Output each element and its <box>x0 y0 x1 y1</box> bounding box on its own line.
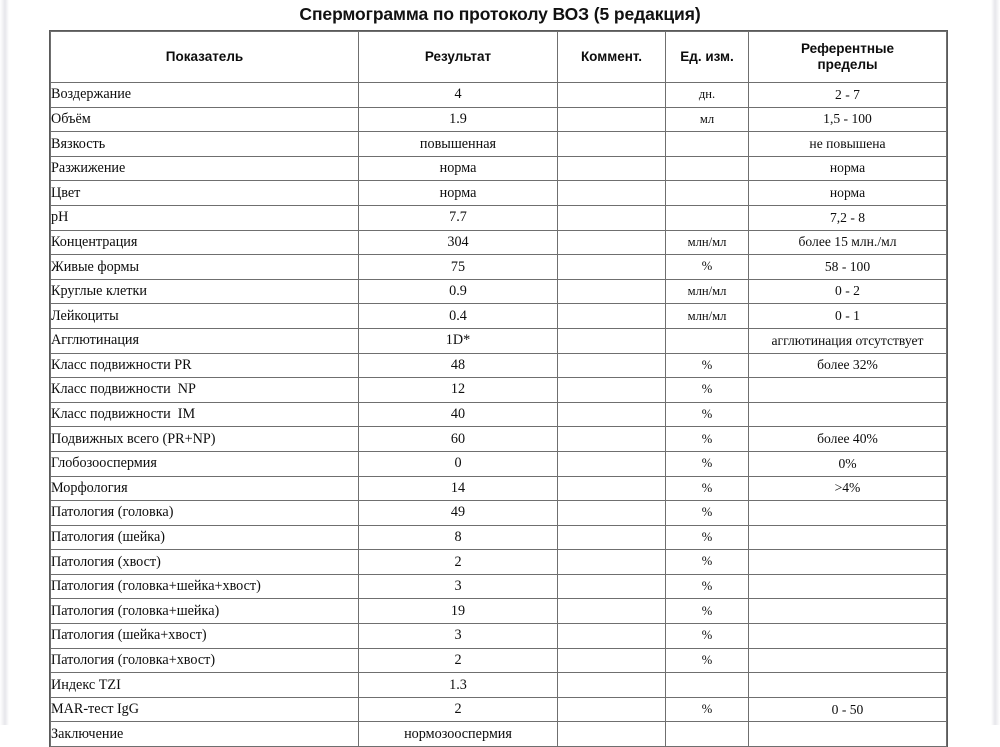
column-header-reference <box>749 32 947 83</box>
comment-cell <box>558 255 666 280</box>
comment-cell <box>558 624 666 649</box>
unit-cell: % <box>666 550 749 575</box>
parameter-name-cell: Разжижение <box>51 156 359 181</box>
comment-cell <box>558 279 666 304</box>
result-cell: 19 <box>359 599 558 624</box>
result-cell: 2 <box>359 648 558 673</box>
comment-cell <box>558 107 666 132</box>
unit-cell: % <box>666 427 749 452</box>
reference-range-cell <box>749 550 947 575</box>
table-row <box>51 501 947 526</box>
result-cell: 1.9 <box>359 107 558 132</box>
table-row <box>51 451 947 476</box>
unit-cell: мл <box>666 107 749 132</box>
column-header-reference-line1: Референтные <box>800 41 895 57</box>
comment-cell <box>558 476 666 501</box>
parameter-name-cell: Цвет <box>51 181 359 206</box>
comment-cell <box>558 304 666 329</box>
reference-range-cell <box>749 525 947 550</box>
comment-cell <box>558 722 666 747</box>
result-cell: 14 <box>359 476 558 501</box>
result-cell: нормозооспермия <box>359 722 558 747</box>
table-row <box>51 304 947 329</box>
result-cell: 49 <box>359 501 558 526</box>
result-cell: 304 <box>359 230 558 255</box>
column-header-comment: Коммент. <box>558 32 666 83</box>
unit-cell: % <box>666 574 749 599</box>
parameter-name-cell: Патология (хвост) <box>51 550 359 575</box>
reference-range-cell: не повышена <box>749 132 947 157</box>
parameter-name-cell: Класс подвижности IM <box>51 402 359 427</box>
table-row <box>51 353 947 378</box>
comment-cell <box>558 230 666 255</box>
parameter-name-cell: Концентрация <box>51 230 359 255</box>
reference-range-cell: агглютинация отсутствует <box>749 328 947 353</box>
comment-cell <box>558 205 666 230</box>
parameter-name-cell: Живые формы <box>51 255 359 280</box>
table-row <box>51 107 947 132</box>
parameter-name-cell: Класс подвижности NP <box>51 378 359 403</box>
parameter-name-cell: Индекс TZI <box>51 673 359 698</box>
result-cell: 3 <box>359 624 558 649</box>
unit-cell <box>666 205 749 230</box>
reference-range-cell: 0 - 2 <box>749 279 947 304</box>
table-row <box>51 156 947 181</box>
result-cell: повышенная <box>359 132 558 157</box>
table-row <box>51 648 947 673</box>
comment-cell <box>558 648 666 673</box>
comment-cell <box>558 574 666 599</box>
unit-cell: млн/мл <box>666 279 749 304</box>
comment-cell <box>558 697 666 722</box>
comment-cell <box>558 378 666 403</box>
table-row <box>51 83 947 108</box>
table-row <box>51 427 947 452</box>
reference-range-cell <box>749 402 947 427</box>
parameter-name-cell: Патология (головка+хвост) <box>51 648 359 673</box>
result-cell: 48 <box>359 353 558 378</box>
reference-range-cell: норма <box>749 181 947 206</box>
reference-range-cell <box>749 501 947 526</box>
page-title: Спермограмма по протоколу ВОЗ (5 редакция) <box>299 4 701 24</box>
table-row <box>51 673 947 698</box>
reference-range-cell: 1,5 - 100 <box>749 107 947 132</box>
parameter-name-cell: Класс подвижности PR <box>51 353 359 378</box>
reference-range-cell: более 40% <box>749 427 947 452</box>
unit-cell: % <box>666 476 749 501</box>
comment-cell <box>558 181 666 206</box>
reference-range-cell <box>749 648 947 673</box>
column-header-reference-line2: пределы <box>817 57 878 72</box>
parameter-name-cell: Патология (головка+шейка+хвост) <box>51 574 359 599</box>
comment-cell <box>558 550 666 575</box>
spermogram-table <box>50 31 947 747</box>
comment-cell <box>558 599 666 624</box>
result-cell: 8 <box>359 525 558 550</box>
parameter-name-cell: Подвижных всего (PR+NP) <box>51 427 359 452</box>
unit-cell: % <box>666 501 749 526</box>
reference-range-cell: 0% <box>749 451 947 476</box>
reference-range-cell: >4% <box>749 476 947 501</box>
comment-cell <box>558 501 666 526</box>
table-row <box>51 476 947 501</box>
unit-cell: % <box>666 525 749 550</box>
result-cell: 0.4 <box>359 304 558 329</box>
table-row <box>51 132 947 157</box>
unit-cell: % <box>666 624 749 649</box>
table-row <box>51 550 947 575</box>
unit-cell: % <box>666 451 749 476</box>
result-cell: 2 <box>359 550 558 575</box>
result-cell: 0.9 <box>359 279 558 304</box>
unit-cell: % <box>666 697 749 722</box>
result-cell: 40 <box>359 402 558 427</box>
result-cell: 12 <box>359 378 558 403</box>
unit-cell: % <box>666 402 749 427</box>
comment-cell <box>558 353 666 378</box>
unit-cell: % <box>666 378 749 403</box>
reference-range-cell <box>749 599 947 624</box>
table-row <box>51 574 947 599</box>
column-header-name: Показатель <box>51 32 359 83</box>
table-row <box>51 402 947 427</box>
parameter-name-cell: Заключение <box>51 722 359 747</box>
result-cell: 7.7 <box>359 205 558 230</box>
reference-range-cell: норма <box>749 156 947 181</box>
column-header-unit: Ед. изм. <box>666 32 749 83</box>
unit-cell: % <box>666 648 749 673</box>
parameter-name-cell: Патология (головка+шейка) <box>51 599 359 624</box>
comment-cell <box>558 328 666 353</box>
table-row <box>51 205 947 230</box>
table-header-row <box>51 32 947 83</box>
unit-cell: дн. <box>666 83 749 108</box>
unit-cell: млн/мл <box>666 230 749 255</box>
parameter-name-cell: Объём <box>51 107 359 132</box>
parameter-name-cell: Патология (шейка) <box>51 525 359 550</box>
result-cell: 75 <box>359 255 558 280</box>
unit-cell <box>666 328 749 353</box>
comment-cell <box>558 525 666 550</box>
table-row <box>51 599 947 624</box>
result-cell: норма <box>359 181 558 206</box>
parameter-name-cell: Патология (шейка+хвост) <box>51 624 359 649</box>
parameter-name-cell: Глобозооспермия <box>51 451 359 476</box>
unit-cell <box>666 722 749 747</box>
unit-cell <box>666 132 749 157</box>
table-row <box>51 624 947 649</box>
unit-cell: % <box>666 353 749 378</box>
unit-cell: % <box>666 255 749 280</box>
reference-range-cell: 58 - 100 <box>749 255 947 280</box>
result-cell: 1D* <box>359 328 558 353</box>
table-row <box>51 255 947 280</box>
table-row <box>51 328 947 353</box>
reference-range-cell <box>749 574 947 599</box>
table-body <box>51 83 947 747</box>
unit-cell: % <box>666 599 749 624</box>
column-header-result: Результат <box>359 32 558 83</box>
parameter-name-cell: Патология (головка) <box>51 501 359 526</box>
comment-cell <box>558 451 666 476</box>
result-cell: 2 <box>359 697 558 722</box>
parameter-name-cell: Круглые клетки <box>51 279 359 304</box>
parameter-name-cell: Вязкость <box>51 132 359 157</box>
table-row <box>51 279 947 304</box>
unit-cell: млн/мл <box>666 304 749 329</box>
table-row <box>51 181 947 206</box>
table-row <box>51 525 947 550</box>
reference-range-cell: 2 - 7 <box>749 83 947 108</box>
result-cell: 4 <box>359 83 558 108</box>
comment-cell <box>558 402 666 427</box>
table-row <box>51 697 947 722</box>
reference-range-cell: более 15 млн./мл <box>749 230 947 255</box>
spermogram-table-container <box>50 31 946 747</box>
reference-range-cell <box>749 624 947 649</box>
unit-cell <box>666 673 749 698</box>
reference-range-cell: 7,2 - 8 <box>749 205 947 230</box>
result-cell: норма <box>359 156 558 181</box>
parameter-name-cell: Агглютинация <box>51 328 359 353</box>
parameter-name-cell: pH <box>51 205 359 230</box>
parameter-name-cell: Лейкоциты <box>51 304 359 329</box>
table-row <box>51 722 947 747</box>
reference-range-cell: 0 - 50 <box>749 697 947 722</box>
reference-range-cell: более 32% <box>749 353 947 378</box>
result-cell: 60 <box>359 427 558 452</box>
reference-range-cell: 0 - 1 <box>749 304 947 329</box>
reference-range-cell <box>749 378 947 403</box>
parameter-name-cell: Морфология <box>51 476 359 501</box>
comment-cell <box>558 156 666 181</box>
comment-cell <box>558 673 666 698</box>
reference-range-cell <box>749 673 947 698</box>
table-row <box>51 378 947 403</box>
result-cell: 1.3 <box>359 673 558 698</box>
unit-cell <box>666 181 749 206</box>
reference-range-cell <box>749 722 947 747</box>
parameter-name-cell: Воздержание <box>51 83 359 108</box>
parameter-name-cell: MAR-тест IgG <box>51 697 359 722</box>
unit-cell <box>666 156 749 181</box>
comment-cell <box>558 83 666 108</box>
comment-cell <box>558 132 666 157</box>
table-row <box>51 230 947 255</box>
comment-cell <box>558 427 666 452</box>
table-header <box>51 32 947 83</box>
result-cell: 3 <box>359 574 558 599</box>
result-cell: 0 <box>359 451 558 476</box>
